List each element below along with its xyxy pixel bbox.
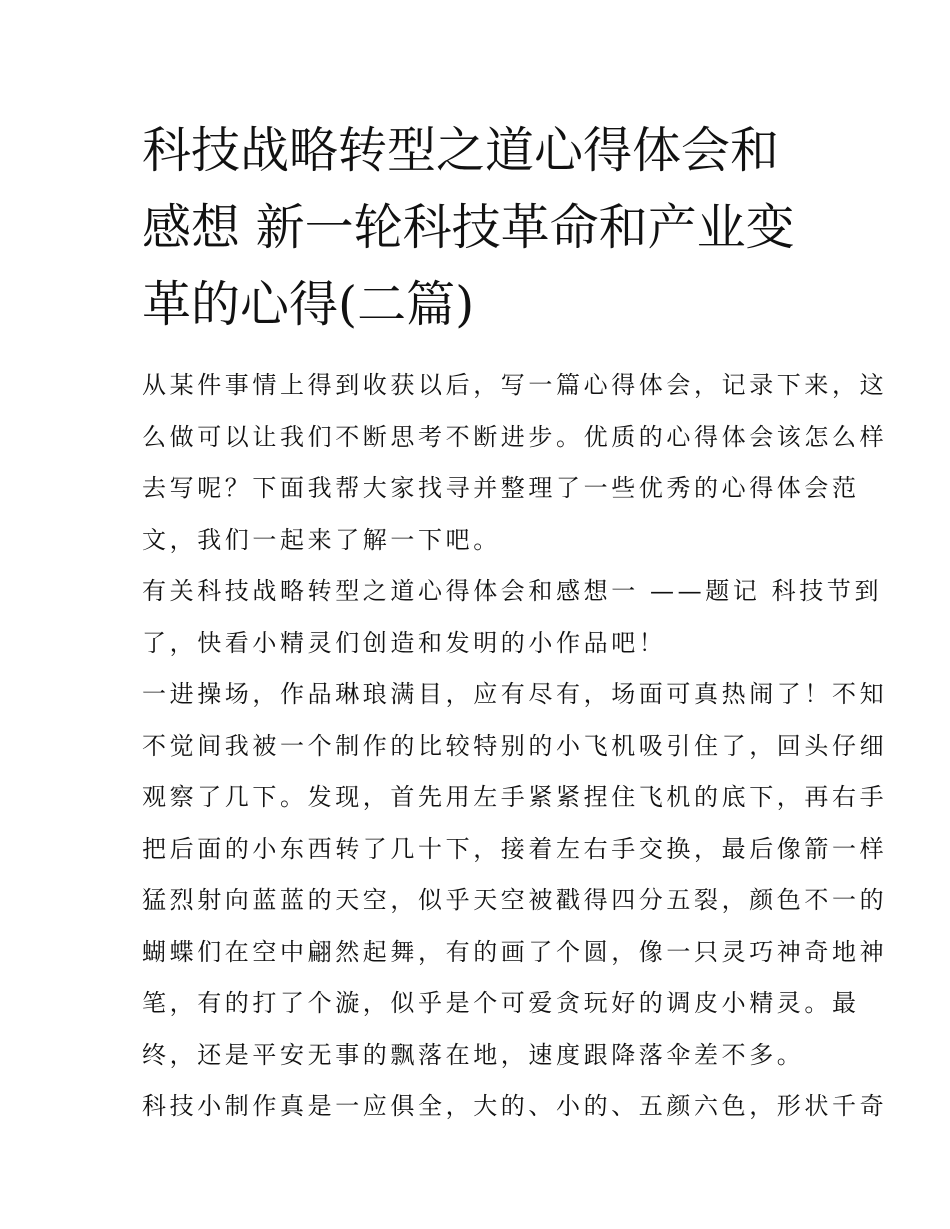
- body-line: 么做可以让我们不断思考不断进步。优质的心得体会该怎么样: [142, 422, 888, 451]
- body-line: 猛烈射向蓝蓝的天空，似乎天空被戳得四分五裂，颜色不一的: [142, 886, 888, 914]
- title-line: 感想 新一轮科技革命和产业变: [142, 199, 795, 256]
- body-line: 去写呢？下面我帮大家找寻并整理了一些优秀的心得体会范: [142, 474, 860, 502]
- document-body: [142, 360, 888, 1133]
- title-line: 革的心得(二篇): [142, 276, 475, 333]
- body-line: 终，还是平安无事的飘落在地，速度跟降落伞差不多。: [142, 1040, 805, 1069]
- body-line: 科技小制作真是一应俱全，大的、小的、五颜六色，形状千奇: [142, 1092, 888, 1120]
- title-line: 科技战略转型之道心得体会和: [142, 122, 780, 179]
- body-line: 不觉间我被一个制作的比较特别的小飞机吸引住了，回头仔细: [142, 731, 888, 760]
- body-line: 蝴蝶们在空中翩然起舞，有的画了个圆，像一只灵巧神奇地神: [142, 937, 888, 966]
- body-line: 一进操场，作品琳琅满目，应有尽有，场面可真热闹了！不知: [142, 680, 888, 708]
- body-line: 从某件事情上得到收获以后，写一篇心得体会，记录下来，这: [142, 371, 888, 399]
- body-line: 了，快看小精灵们创造和发明的小作品吧！: [142, 628, 667, 657]
- body-line: 有关科技战略转型之道心得体会和感想一 ——题记 科技节到: [142, 577, 883, 605]
- body-line: 观察了几下。发现，首先用左手紧紧捏住飞机的底下，再右手: [142, 783, 888, 811]
- document-title: [142, 112, 842, 343]
- body-line: 文，我们一起来了解一下吧。: [142, 525, 501, 554]
- body-line: 把后面的小东西转了几十下，接着左右手交换，最后像箭一样: [142, 834, 888, 863]
- body-line: 笔，有的打了个漩，似乎是个可爱贪玩好的调皮小精灵。最: [142, 989, 860, 1017]
